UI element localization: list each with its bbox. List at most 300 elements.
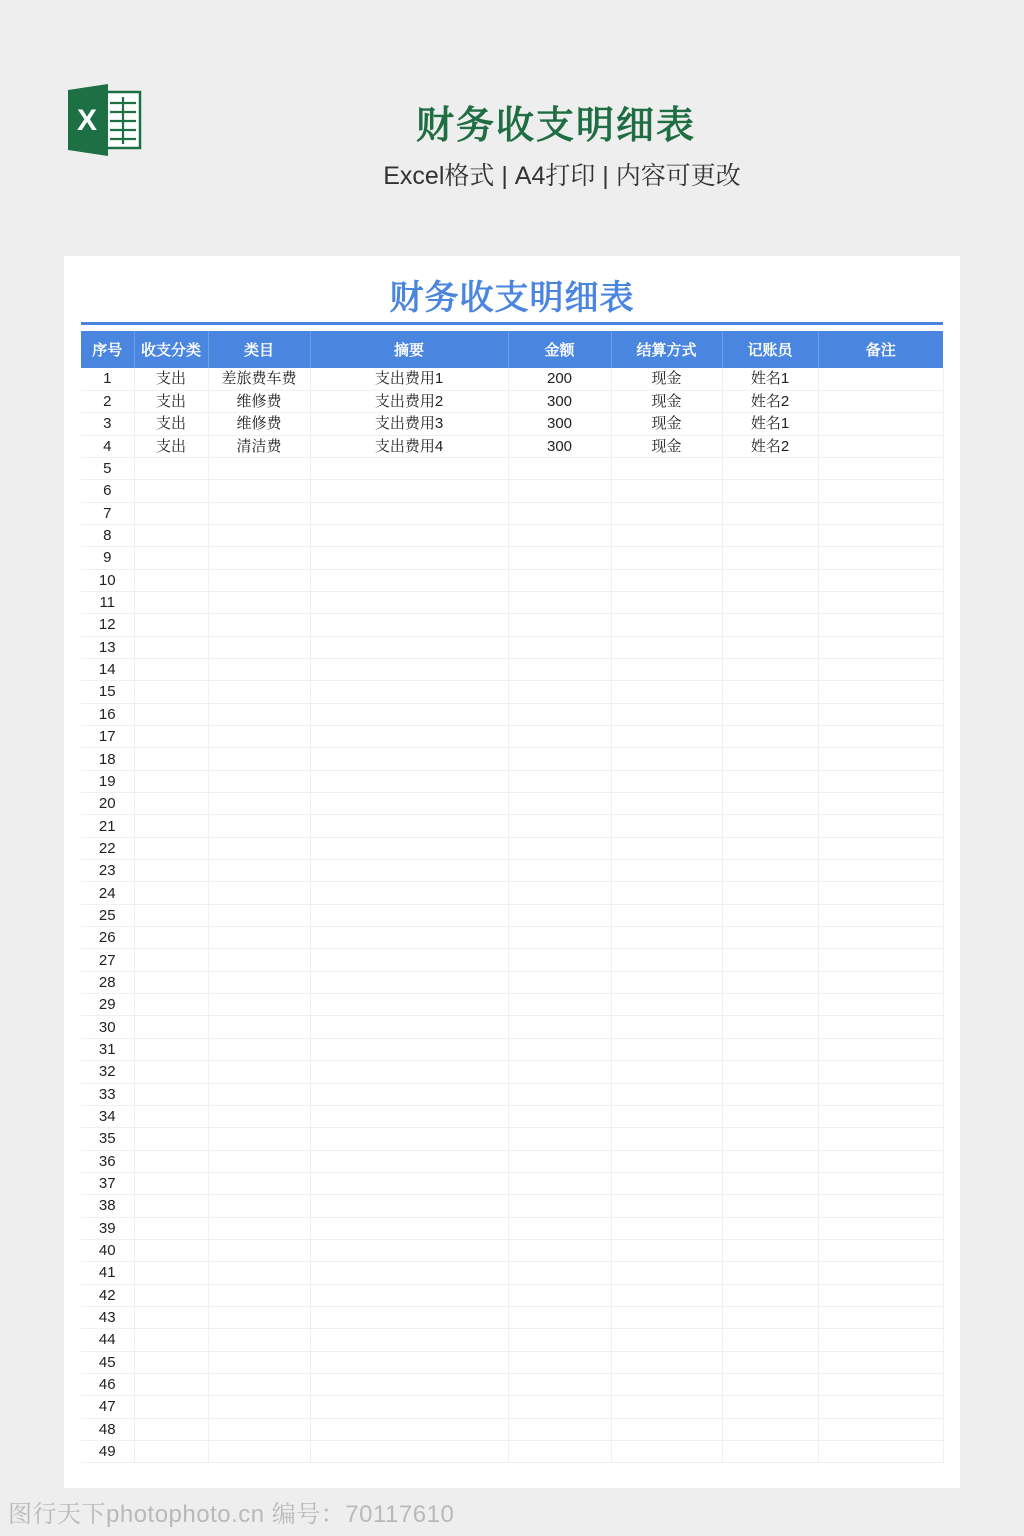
- cell-payment-method[interactable]: [611, 1239, 722, 1261]
- cell-row-number[interactable]: 6: [81, 480, 134, 502]
- cell-category[interactable]: [134, 636, 208, 658]
- cell-row-number[interactable]: 32: [81, 1061, 134, 1083]
- cell-summary[interactable]: [310, 1217, 508, 1239]
- cell-bookkeeper[interactable]: [722, 1016, 818, 1038]
- cell-row-number[interactable]: 44: [81, 1329, 134, 1351]
- cell-category[interactable]: [134, 1195, 208, 1217]
- cell-item[interactable]: [208, 1418, 310, 1440]
- cell-payment-method[interactable]: [611, 1418, 722, 1440]
- cell-item[interactable]: [208, 1262, 310, 1284]
- cell-item[interactable]: [208, 770, 310, 792]
- cell-payment-method[interactable]: [611, 1128, 722, 1150]
- cell-payment-method[interactable]: 现金: [611, 390, 722, 412]
- cell-amount[interactable]: [508, 1172, 611, 1194]
- cell-category[interactable]: 支出: [134, 368, 208, 390]
- cell-row-number[interactable]: 15: [81, 681, 134, 703]
- cell-category[interactable]: 支出: [134, 390, 208, 412]
- cell-amount[interactable]: [508, 1195, 611, 1217]
- column-header-row-number[interactable]: 序号: [81, 331, 134, 368]
- cell-item[interactable]: [208, 658, 310, 680]
- cell-remarks[interactable]: [818, 1373, 943, 1395]
- cell-category[interactable]: [134, 547, 208, 569]
- cell-bookkeeper[interactable]: [722, 614, 818, 636]
- cell-summary[interactable]: [310, 770, 508, 792]
- cell-item[interactable]: [208, 1396, 310, 1418]
- cell-category[interactable]: [134, 1239, 208, 1261]
- cell-bookkeeper[interactable]: [722, 703, 818, 725]
- cell-summary[interactable]: 支出费用3: [310, 413, 508, 435]
- column-header-amount[interactable]: 金额: [508, 331, 611, 368]
- cell-row-number[interactable]: 36: [81, 1150, 134, 1172]
- cell-category[interactable]: [134, 591, 208, 613]
- cell-category[interactable]: [134, 971, 208, 993]
- cell-summary[interactable]: [310, 658, 508, 680]
- cell-category[interactable]: [134, 703, 208, 725]
- cell-summary[interactable]: [310, 1418, 508, 1440]
- cell-category[interactable]: [134, 994, 208, 1016]
- cell-item[interactable]: [208, 1016, 310, 1038]
- cell-bookkeeper[interactable]: [722, 1038, 818, 1060]
- cell-bookkeeper[interactable]: [722, 547, 818, 569]
- cell-item[interactable]: [208, 1083, 310, 1105]
- cell-bookkeeper[interactable]: [722, 636, 818, 658]
- cell-category[interactable]: [134, 1150, 208, 1172]
- cell-payment-method[interactable]: [611, 1329, 722, 1351]
- cell-summary[interactable]: 支出费用2: [310, 390, 508, 412]
- cell-item[interactable]: [208, 1351, 310, 1373]
- column-header-item[interactable]: 类目: [208, 331, 310, 368]
- cell-remarks[interactable]: [818, 904, 943, 926]
- cell-category[interactable]: [134, 1105, 208, 1127]
- cell-amount[interactable]: [508, 1284, 611, 1306]
- cell-remarks[interactable]: [818, 480, 943, 502]
- cell-item[interactable]: [208, 994, 310, 1016]
- cell-amount[interactable]: [508, 1016, 611, 1038]
- cell-row-number[interactable]: 22: [81, 837, 134, 859]
- cell-remarks[interactable]: [818, 681, 943, 703]
- cell-remarks[interactable]: [818, 860, 943, 882]
- cell-row-number[interactable]: 3: [81, 413, 134, 435]
- cell-remarks[interactable]: [818, 815, 943, 837]
- cell-remarks[interactable]: [818, 457, 943, 479]
- cell-row-number[interactable]: 25: [81, 904, 134, 926]
- cell-bookkeeper[interactable]: [722, 1373, 818, 1395]
- cell-remarks[interactable]: [818, 1128, 943, 1150]
- cell-row-number[interactable]: 29: [81, 994, 134, 1016]
- cell-category[interactable]: [134, 524, 208, 546]
- cell-summary[interactable]: [310, 1195, 508, 1217]
- cell-category[interactable]: [134, 860, 208, 882]
- cell-amount[interactable]: [508, 904, 611, 926]
- cell-remarks[interactable]: [818, 1306, 943, 1328]
- cell-item[interactable]: 维修费: [208, 390, 310, 412]
- cell-item[interactable]: 清洁费: [208, 435, 310, 457]
- cell-item[interactable]: [208, 904, 310, 926]
- cell-remarks[interactable]: [818, 1329, 943, 1351]
- cell-item[interactable]: [208, 614, 310, 636]
- cell-item[interactable]: [208, 1239, 310, 1261]
- cell-payment-method[interactable]: [611, 882, 722, 904]
- cell-category[interactable]: [134, 480, 208, 502]
- cell-row-number[interactable]: 5: [81, 457, 134, 479]
- cell-remarks[interactable]: [818, 1418, 943, 1440]
- cell-item[interactable]: [208, 1306, 310, 1328]
- cell-item[interactable]: 维修费: [208, 413, 310, 435]
- cell-remarks[interactable]: [818, 390, 943, 412]
- cell-payment-method[interactable]: [611, 569, 722, 591]
- cell-payment-method[interactable]: [611, 837, 722, 859]
- cell-amount[interactable]: [508, 1217, 611, 1239]
- cell-summary[interactable]: [310, 1239, 508, 1261]
- cell-amount[interactable]: [508, 770, 611, 792]
- column-header-remarks[interactable]: 备注: [818, 331, 943, 368]
- cell-row-number[interactable]: 2: [81, 390, 134, 412]
- cell-payment-method[interactable]: [611, 1172, 722, 1194]
- cell-category[interactable]: [134, 1016, 208, 1038]
- cell-amount[interactable]: [508, 793, 611, 815]
- cell-row-number[interactable]: 26: [81, 927, 134, 949]
- cell-remarks[interactable]: [818, 971, 943, 993]
- cell-item[interactable]: [208, 971, 310, 993]
- cell-payment-method[interactable]: [611, 726, 722, 748]
- cell-payment-method[interactable]: [611, 1306, 722, 1328]
- cell-payment-method[interactable]: [611, 793, 722, 815]
- cell-remarks[interactable]: [818, 547, 943, 569]
- cell-payment-method[interactable]: [611, 703, 722, 725]
- cell-amount[interactable]: [508, 1038, 611, 1060]
- cell-bookkeeper[interactable]: [722, 1217, 818, 1239]
- cell-summary[interactable]: [310, 949, 508, 971]
- cell-amount[interactable]: [508, 658, 611, 680]
- cell-category[interactable]: [134, 569, 208, 591]
- cell-remarks[interactable]: [818, 1441, 943, 1463]
- cell-row-number[interactable]: 38: [81, 1195, 134, 1217]
- cell-row-number[interactable]: 31: [81, 1038, 134, 1060]
- cell-amount[interactable]: [508, 860, 611, 882]
- cell-summary[interactable]: [310, 1105, 508, 1127]
- cell-bookkeeper[interactable]: [722, 949, 818, 971]
- column-header-category[interactable]: 收支分类: [134, 331, 208, 368]
- cell-item[interactable]: [208, 1441, 310, 1463]
- cell-category[interactable]: [134, 1396, 208, 1418]
- cell-amount[interactable]: [508, 681, 611, 703]
- cell-bookkeeper[interactable]: [722, 748, 818, 770]
- cell-amount[interactable]: [508, 949, 611, 971]
- cell-payment-method[interactable]: [611, 636, 722, 658]
- cell-item[interactable]: [208, 569, 310, 591]
- cell-amount[interactable]: [508, 703, 611, 725]
- cell-amount[interactable]: 200: [508, 368, 611, 390]
- cell-row-number[interactable]: 35: [81, 1128, 134, 1150]
- cell-payment-method[interactable]: [611, 502, 722, 524]
- cell-payment-method[interactable]: [611, 748, 722, 770]
- cell-remarks[interactable]: [818, 1038, 943, 1060]
- cell-category[interactable]: 支出: [134, 435, 208, 457]
- cell-category[interactable]: [134, 1172, 208, 1194]
- cell-bookkeeper[interactable]: [722, 860, 818, 882]
- cell-amount[interactable]: [508, 994, 611, 1016]
- cell-item[interactable]: [208, 480, 310, 502]
- cell-bookkeeper[interactable]: [722, 971, 818, 993]
- cell-remarks[interactable]: [818, 435, 943, 457]
- cell-remarks[interactable]: [818, 1061, 943, 1083]
- cell-row-number[interactable]: 39: [81, 1217, 134, 1239]
- cell-remarks[interactable]: [818, 1239, 943, 1261]
- cell-item[interactable]: [208, 1172, 310, 1194]
- cell-summary[interactable]: [310, 904, 508, 926]
- cell-amount[interactable]: [508, 1128, 611, 1150]
- cell-bookkeeper[interactable]: [722, 1061, 818, 1083]
- cell-remarks[interactable]: [818, 927, 943, 949]
- cell-row-number[interactable]: 10: [81, 569, 134, 591]
- cell-row-number[interactable]: 48: [81, 1418, 134, 1440]
- cell-summary[interactable]: [310, 837, 508, 859]
- cell-category[interactable]: [134, 904, 208, 926]
- cell-payment-method[interactable]: [611, 1284, 722, 1306]
- cell-summary[interactable]: [310, 524, 508, 546]
- cell-payment-method[interactable]: [611, 904, 722, 926]
- cell-bookkeeper[interactable]: [722, 1306, 818, 1328]
- cell-payment-method[interactable]: [611, 949, 722, 971]
- cell-amount[interactable]: [508, 1262, 611, 1284]
- cell-item[interactable]: [208, 1150, 310, 1172]
- cell-bookkeeper[interactable]: [722, 457, 818, 479]
- cell-category[interactable]: [134, 793, 208, 815]
- cell-summary[interactable]: [310, 1038, 508, 1060]
- cell-remarks[interactable]: [818, 1016, 943, 1038]
- cell-payment-method[interactable]: [611, 1150, 722, 1172]
- cell-bookkeeper[interactable]: [722, 1105, 818, 1127]
- cell-bookkeeper[interactable]: [722, 524, 818, 546]
- cell-category[interactable]: [134, 1441, 208, 1463]
- cell-row-number[interactable]: 16: [81, 703, 134, 725]
- cell-remarks[interactable]: [818, 837, 943, 859]
- cell-bookkeeper[interactable]: 姓名2: [722, 390, 818, 412]
- cell-summary[interactable]: [310, 1284, 508, 1306]
- cell-remarks[interactable]: [818, 1351, 943, 1373]
- cell-remarks[interactable]: [818, 748, 943, 770]
- cell-payment-method[interactable]: [611, 524, 722, 546]
- cell-row-number[interactable]: 1: [81, 368, 134, 390]
- cell-item[interactable]: [208, 726, 310, 748]
- cell-bookkeeper[interactable]: [722, 994, 818, 1016]
- cell-amount[interactable]: [508, 1373, 611, 1395]
- cell-amount[interactable]: [508, 1306, 611, 1328]
- cell-bookkeeper[interactable]: [722, 681, 818, 703]
- cell-summary[interactable]: [310, 1396, 508, 1418]
- cell-remarks[interactable]: [818, 949, 943, 971]
- cell-remarks[interactable]: [818, 994, 943, 1016]
- cell-summary[interactable]: 支出费用4: [310, 435, 508, 457]
- cell-item[interactable]: [208, 1284, 310, 1306]
- cell-item[interactable]: [208, 815, 310, 837]
- cell-remarks[interactable]: [818, 726, 943, 748]
- cell-payment-method[interactable]: [611, 1105, 722, 1127]
- cell-summary[interactable]: [310, 994, 508, 1016]
- cell-row-number[interactable]: 40: [81, 1239, 134, 1261]
- cell-item[interactable]: [208, 591, 310, 613]
- cell-category[interactable]: [134, 1083, 208, 1105]
- cell-row-number[interactable]: 33: [81, 1083, 134, 1105]
- cell-amount[interactable]: [508, 1150, 611, 1172]
- cell-item[interactable]: [208, 860, 310, 882]
- cell-summary[interactable]: [310, 591, 508, 613]
- cell-remarks[interactable]: [818, 368, 943, 390]
- cell-summary[interactable]: [310, 614, 508, 636]
- cell-summary[interactable]: [310, 882, 508, 904]
- cell-bookkeeper[interactable]: [722, 1150, 818, 1172]
- cell-category[interactable]: [134, 882, 208, 904]
- cell-row-number[interactable]: 11: [81, 591, 134, 613]
- cell-amount[interactable]: [508, 1329, 611, 1351]
- column-header-bookkeeper[interactable]: 记账员: [722, 331, 818, 368]
- cell-payment-method[interactable]: [611, 1083, 722, 1105]
- cell-payment-method[interactable]: [611, 457, 722, 479]
- cell-remarks[interactable]: [818, 1396, 943, 1418]
- cell-category[interactable]: [134, 770, 208, 792]
- cell-summary[interactable]: [310, 569, 508, 591]
- column-header-payment-method[interactable]: 结算方式: [611, 331, 722, 368]
- cell-payment-method[interactable]: 现金: [611, 413, 722, 435]
- cell-summary[interactable]: [310, 457, 508, 479]
- cell-category[interactable]: [134, 1284, 208, 1306]
- cell-bookkeeper[interactable]: [722, 1083, 818, 1105]
- cell-bookkeeper[interactable]: 姓名1: [722, 368, 818, 390]
- cell-amount[interactable]: [508, 1351, 611, 1373]
- cell-bookkeeper[interactable]: [722, 1262, 818, 1284]
- cell-bookkeeper[interactable]: [722, 1172, 818, 1194]
- cell-item[interactable]: [208, 837, 310, 859]
- cell-amount[interactable]: [508, 457, 611, 479]
- cell-row-number[interactable]: 8: [81, 524, 134, 546]
- cell-row-number[interactable]: 42: [81, 1284, 134, 1306]
- cell-payment-method[interactable]: [611, 971, 722, 993]
- column-header-summary[interactable]: 摘要: [310, 331, 508, 368]
- cell-category[interactable]: [134, 681, 208, 703]
- cell-payment-method[interactable]: [611, 480, 722, 502]
- cell-category[interactable]: [134, 1418, 208, 1440]
- cell-item[interactable]: [208, 524, 310, 546]
- cell-item[interactable]: [208, 703, 310, 725]
- cell-category[interactable]: [134, 1262, 208, 1284]
- cell-category[interactable]: [134, 1038, 208, 1060]
- cell-bookkeeper[interactable]: [722, 1128, 818, 1150]
- cell-item[interactable]: [208, 1217, 310, 1239]
- cell-row-number[interactable]: 20: [81, 793, 134, 815]
- cell-amount[interactable]: 300: [508, 435, 611, 457]
- cell-payment-method[interactable]: [611, 591, 722, 613]
- cell-bookkeeper[interactable]: [722, 591, 818, 613]
- cell-remarks[interactable]: [818, 770, 943, 792]
- cell-amount[interactable]: [508, 971, 611, 993]
- cell-item[interactable]: [208, 1373, 310, 1395]
- cell-row-number[interactable]: 27: [81, 949, 134, 971]
- cell-row-number[interactable]: 4: [81, 435, 134, 457]
- cell-item[interactable]: [208, 636, 310, 658]
- cell-amount[interactable]: [508, 1239, 611, 1261]
- cell-bookkeeper[interactable]: [722, 569, 818, 591]
- cell-row-number[interactable]: 37: [81, 1172, 134, 1194]
- cell-summary[interactable]: [310, 1016, 508, 1038]
- cell-remarks[interactable]: [818, 1150, 943, 1172]
- cell-summary[interactable]: [310, 815, 508, 837]
- cell-summary[interactable]: [310, 1329, 508, 1351]
- cell-amount[interactable]: [508, 591, 611, 613]
- cell-row-number[interactable]: 43: [81, 1306, 134, 1328]
- cell-item[interactable]: [208, 681, 310, 703]
- cell-item[interactable]: [208, 502, 310, 524]
- cell-payment-method[interactable]: [611, 1016, 722, 1038]
- cell-item[interactable]: [208, 1195, 310, 1217]
- cell-summary[interactable]: [310, 860, 508, 882]
- cell-bookkeeper[interactable]: [722, 927, 818, 949]
- cell-row-number[interactable]: 12: [81, 614, 134, 636]
- cell-remarks[interactable]: [818, 1195, 943, 1217]
- cell-summary[interactable]: [310, 1351, 508, 1373]
- cell-summary[interactable]: [310, 1441, 508, 1463]
- cell-summary[interactable]: [310, 547, 508, 569]
- cell-amount[interactable]: [508, 882, 611, 904]
- cell-row-number[interactable]: 28: [81, 971, 134, 993]
- cell-bookkeeper[interactable]: [722, 837, 818, 859]
- cell-bookkeeper[interactable]: [722, 904, 818, 926]
- cell-item[interactable]: 差旅费车费: [208, 368, 310, 390]
- cell-remarks[interactable]: [818, 1105, 943, 1127]
- cell-summary[interactable]: [310, 681, 508, 703]
- cell-summary[interactable]: [310, 502, 508, 524]
- cell-payment-method[interactable]: [611, 770, 722, 792]
- cell-category[interactable]: [134, 837, 208, 859]
- cell-item[interactable]: [208, 1061, 310, 1083]
- cell-payment-method[interactable]: [611, 614, 722, 636]
- cell-category[interactable]: [134, 502, 208, 524]
- cell-row-number[interactable]: 23: [81, 860, 134, 882]
- cell-amount[interactable]: [508, 547, 611, 569]
- cell-category[interactable]: [134, 1061, 208, 1083]
- cell-amount[interactable]: [508, 815, 611, 837]
- cell-remarks[interactable]: [818, 569, 943, 591]
- cell-category[interactable]: [134, 457, 208, 479]
- cell-row-number[interactable]: 19: [81, 770, 134, 792]
- cell-payment-method[interactable]: [611, 658, 722, 680]
- cell-row-number[interactable]: 49: [81, 1441, 134, 1463]
- cell-amount[interactable]: [508, 1396, 611, 1418]
- cell-amount[interactable]: [508, 569, 611, 591]
- cell-summary[interactable]: [310, 726, 508, 748]
- cell-payment-method[interactable]: [611, 681, 722, 703]
- cell-remarks[interactable]: [818, 614, 943, 636]
- cell-item[interactable]: [208, 748, 310, 770]
- cell-summary[interactable]: [310, 748, 508, 770]
- cell-item[interactable]: [208, 1038, 310, 1060]
- cell-summary[interactable]: [310, 1061, 508, 1083]
- cell-summary[interactable]: [310, 1083, 508, 1105]
- cell-remarks[interactable]: [818, 658, 943, 680]
- cell-bookkeeper[interactable]: [722, 815, 818, 837]
- cell-item[interactable]: [208, 882, 310, 904]
- cell-bookkeeper[interactable]: 姓名1: [722, 413, 818, 435]
- cell-payment-method[interactable]: [611, 1262, 722, 1284]
- cell-summary[interactable]: [310, 480, 508, 502]
- cell-bookkeeper[interactable]: [722, 1284, 818, 1306]
- cell-item[interactable]: [208, 1128, 310, 1150]
- cell-remarks[interactable]: [818, 793, 943, 815]
- cell-bookkeeper[interactable]: [722, 726, 818, 748]
- cell-category[interactable]: [134, 1373, 208, 1395]
- cell-payment-method[interactable]: [611, 1217, 722, 1239]
- cell-row-number[interactable]: 45: [81, 1351, 134, 1373]
- cell-summary[interactable]: [310, 1172, 508, 1194]
